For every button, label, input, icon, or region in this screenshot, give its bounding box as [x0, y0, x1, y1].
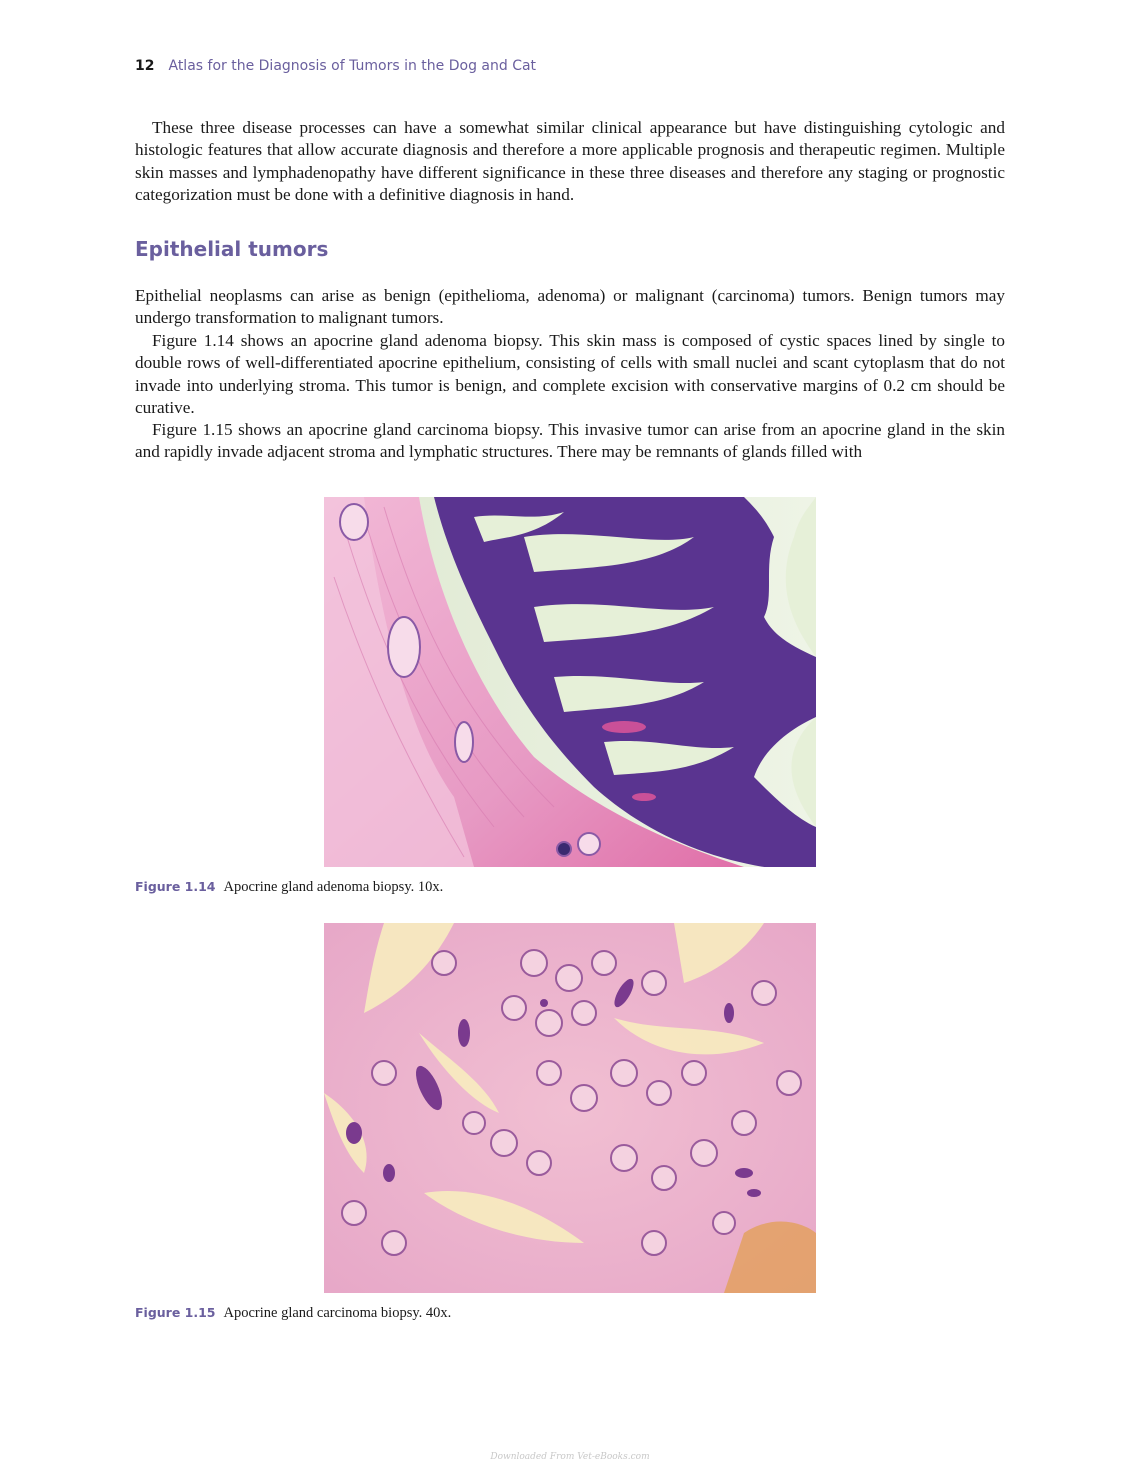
- figure-1-14-micrograph: [324, 497, 816, 867]
- figure-1-15-label: Figure 1.15: [135, 1305, 216, 1320]
- figure-1-15-caption: [135, 1305, 451, 1322]
- figure-1-15-micrograph: [324, 923, 816, 1293]
- page-number: 12: [135, 58, 155, 74]
- section-heading: Epithelial tumors: [135, 237, 329, 261]
- footer-watermark: Downloaded From Vet-eBooks.com: [490, 1452, 650, 1462]
- running-title: Atlas for the Diagnosis of Tumors in the Dog and Cat: [168, 58, 537, 74]
- paragraph-figure-1-15: Figure 1.15 shows an apocrine gland carcinoma biopsy. This invasive tumor can arise from an apocrine gland in the skin and rapidly invade adjacent stroma and lymphatic structures. There may be remnants of glands filled with: [135, 420, 1005, 462]
- intro-paragraph: These three disease processes can have a somewhat similar clinical appearance but have distinguishing cytologic and histologic features that allow accurate diagnosis and therefore a more applicable prognosis and therapeutic regimen. Multiple skin masses and lymphadenopathy have different significance in these three diseases and therefore any staging or prognostic categorization must be done with a definitive diagnosis in hand.: [135, 118, 1005, 205]
- figure-1-14-label: Figure 1.14: [135, 879, 216, 894]
- figure-1-15-caption-text: Apocrine gland carcinoma biopsy. 40x.: [223, 1305, 452, 1321]
- figure-1-14-caption: [135, 879, 443, 896]
- paragraph-figure-1-14: Figure 1.14 shows an apocrine gland adenoma biopsy. This skin mass is composed of cystic spaces lined by single to double rows of well-differentiated apocrine epithelium, consisting of cells with small nuclei and scant cytoplasm that do not invade into underlying stroma. This tumor is benign, and complete excision with conservative margins of 0.2 cm should be curative.: [135, 331, 1005, 418]
- running-header: [135, 58, 536, 74]
- paragraph-epithelial-neoplasms: Epithelial neoplasms can arise as benign (epithelioma, adenoma) or malignant (carcinoma) tumors. Benign tumors may undergo transformation to malignant tumors.: [135, 286, 1005, 328]
- figure-1-14-caption-text: Apocrine gland adenoma biopsy. 10x.: [223, 879, 444, 895]
